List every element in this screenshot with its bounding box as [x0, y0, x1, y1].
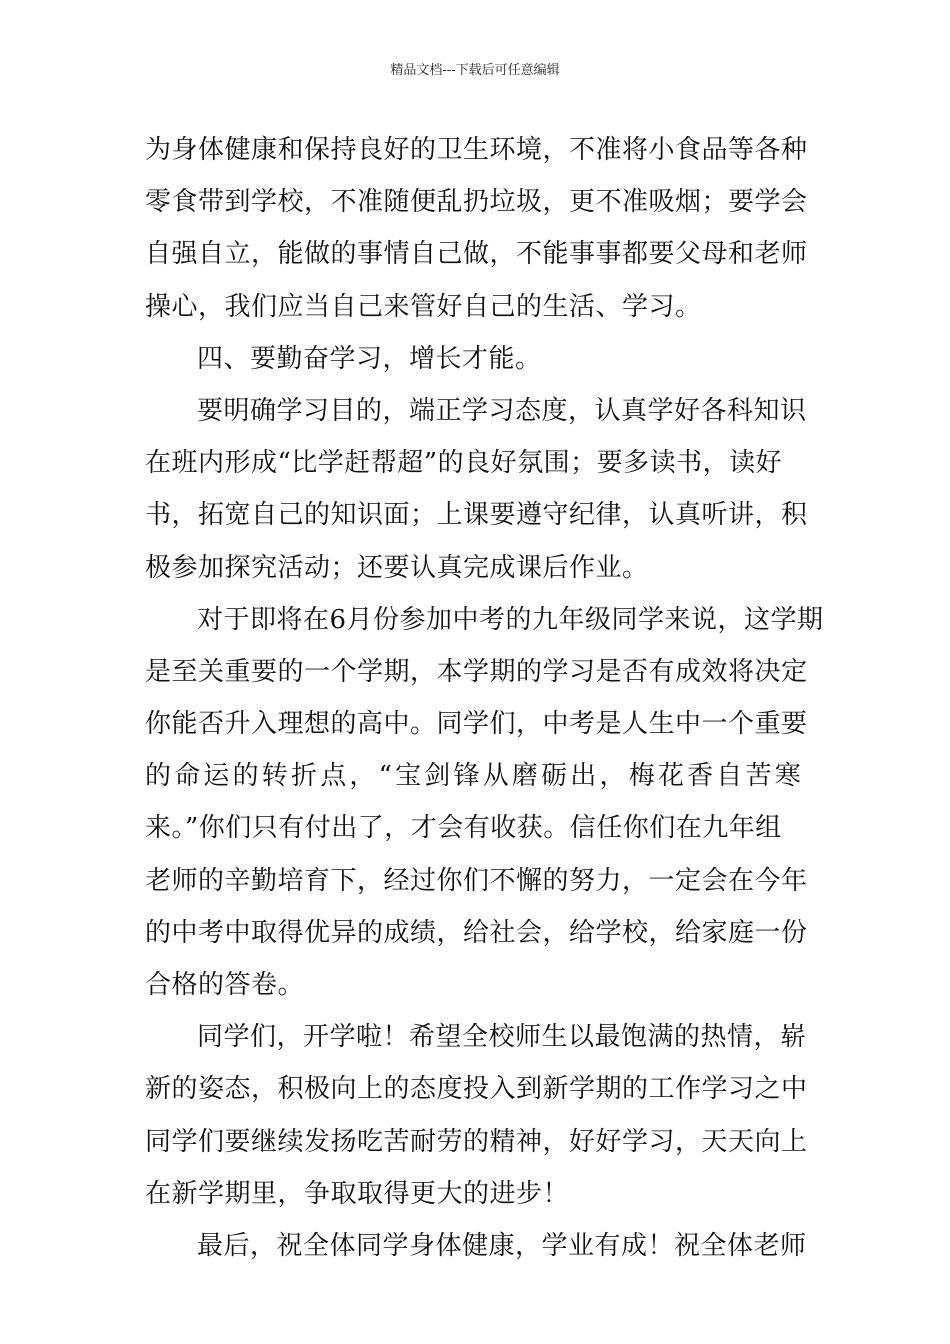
text-line: 要明确学习目的，端正学习态度，认真学好各科知识 — [197, 395, 807, 426]
text-line: 的命运的转折点，“宝剑锋从磨砺出，梅花香自苦寒 — [145, 761, 804, 792]
text-line: 同学们要继续发扬吃苦耐劳的精神，好好学习，天天向上 — [145, 1126, 808, 1157]
text-line: 的中考中取得优异的成绩，给社会，给学校，给家庭一份 — [145, 917, 808, 948]
text-line: 零食带到学校，不准随便乱扔垃圾，更不准吸烟；要学会 — [145, 187, 808, 218]
section-heading: 四、要勤奋学习，增长才能。 — [197, 343, 542, 374]
text-line: 对于即将在6月份参加中考的九年级同学来说，这学期 — [197, 604, 824, 635]
text-line: 极参加探究活动；还要认真完成课后作业。 — [145, 552, 649, 583]
text-line: 操心，我们应当自己来管好自己的生活、学习。 — [145, 291, 702, 322]
text-line: 新的姿态，积极向上的态度投入到新学期的工作学习之中 — [145, 1074, 808, 1105]
text-line: 同学们，开学啦！希望全校师生以最饱满的热情，崭 — [197, 1022, 807, 1053]
text-line: 你能否升入理想的高中。同学们，中考是人生中一个重要 — [145, 709, 808, 740]
text-line: 自强自立，能做的事情自己做，不能事事都要父母和老师 — [145, 239, 808, 270]
page-header: 精品文档---下载后可任意编辑 — [390, 63, 560, 78]
text-line: 来。”你们只有付出了，才会有收获。信任你们在九年组 — [145, 813, 782, 844]
text-line: 书，拓宽自己的知识面；上课要遵守纪律，认真听讲，积 — [145, 500, 808, 531]
document-body — [145, 124, 824, 1272]
text-line: 最后，祝全体同学身体健康，学业有成！祝全体老师 — [197, 1230, 807, 1261]
text-line: 在班内形成“比学赶帮超”的良好氛围；要多读书，读好 — [145, 448, 783, 479]
text-line: 为身体健康和保持良好的卫生环境，不准将小食品等各种 — [145, 135, 808, 165]
text-line: 是至关重要的一个学期，本学期的学习是否有成效将决定 — [145, 656, 808, 687]
text-line: 合格的答卷。 — [145, 970, 305, 1000]
text-line: 老师的辛勤培育下，经过你们不懈的努力，一定会在今年 — [145, 865, 808, 896]
text-line: 在新学期里，争取取得更大的进步！ — [145, 1178, 570, 1209]
